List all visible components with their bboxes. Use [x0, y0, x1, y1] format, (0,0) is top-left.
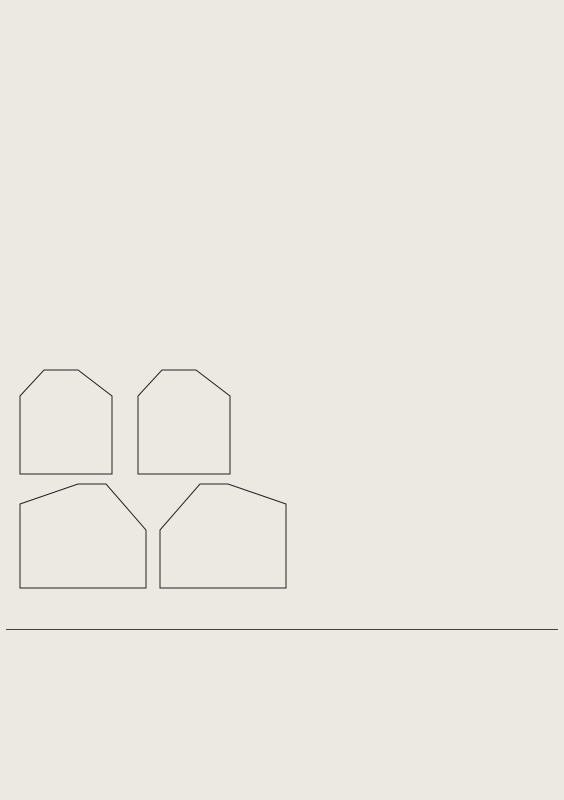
model12-column-3 — [290, 634, 418, 784]
sleeve-shape-right — [160, 484, 286, 588]
knitting-chart — [296, 428, 558, 624]
front-shape — [138, 370, 230, 474]
back-shape — [20, 370, 112, 474]
model12-column-2 — [150, 634, 286, 784]
model11-column-3 — [292, 14, 428, 414]
model12-column-4 — [422, 634, 558, 784]
model11-column-1 — [8, 14, 154, 18]
sleeve-shape-left — [20, 484, 146, 588]
garment-schematic — [6, 352, 306, 614]
legend — [430, 230, 558, 232]
model12-column-1 — [8, 634, 148, 638]
section-divider — [6, 629, 558, 630]
